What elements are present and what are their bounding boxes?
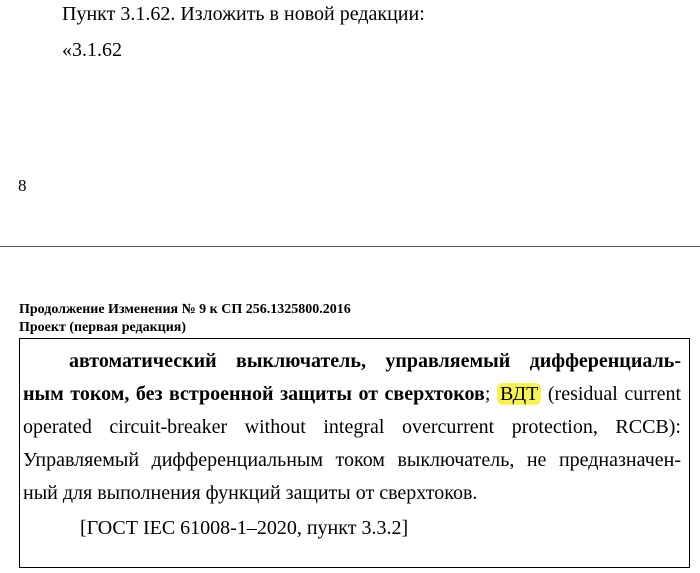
term-separator: ; [484,383,491,405]
term-name-end: ным током, без встроенной защиты от сверхтоков [23,383,485,405]
page-number: 8 [18,176,27,195]
term-definition-box [19,338,690,568]
term-line-2 [23,378,681,411]
running-header-title: Продолжение Изменения № 9 к СП 256.1325800.2016 [19,302,351,317]
amendment-instruction: Пункт 3.1.62. Изложить в новой редакции: [62,3,425,25]
source-reference: [ГОСТ IEC 61008-1–2020, пункт 3.3.2] [80,517,409,539]
term-line-1: автоматический выключатель, управляемый дифференциаль- [69,350,681,372]
definition-line-1: Управляемый дифференциальным током выключатель, не предназначен- [23,449,681,471]
page-separator [0,246,700,247]
definition-line-2: ный для выполнения функций защиты от сверхтоков. [23,482,478,504]
running-header-subtitle: Проект (первая редакция) [19,320,187,335]
english-term-start: (residual current [547,383,682,405]
term-abbreviation: ВДТ [497,383,541,405]
term-paragraph [23,345,681,510]
english-term-line: operated circuit-breaker without integral overcurrent protection, RCCB): [23,416,681,438]
clause-number: «3.1.62 [62,39,122,61]
previous-page-fragment [0,0,700,247]
